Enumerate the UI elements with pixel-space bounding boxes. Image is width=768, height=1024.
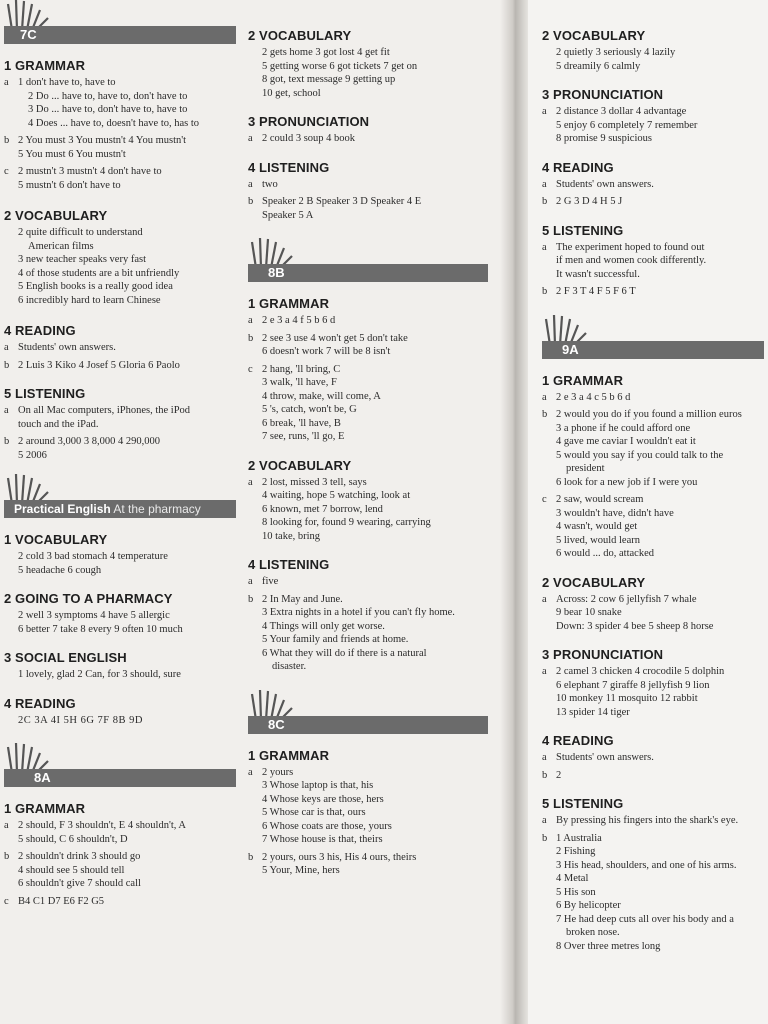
answer-line: 1 don't have to, have to — [18, 77, 116, 88]
grammar-heading: 1 GRAMMAR — [4, 801, 86, 816]
answer-line: 2 — [556, 769, 562, 781]
answer-line: 7 Whose house is that, theirs — [262, 834, 383, 845]
answer-line: 6 doesn't work 7 will be 8 isn't — [262, 346, 391, 357]
answer-line: B4 C1 D7 E6 F2 G5 — [18, 895, 105, 907]
answer-line: 2 saw, would scream — [556, 494, 644, 505]
answer-line: 2 camel 3 chicken 4 crocodile 5 dolphin — [556, 666, 725, 677]
answer-line: 2 hang, 'll bring, C — [262, 363, 341, 375]
answer-line: Speaker 2 B Speaker 3 D Speaker 4 E — [262, 196, 422, 207]
answer-line: 2 e 3 a 4 c 5 b 6 d — [556, 391, 631, 403]
unit-label: 8B — [248, 264, 488, 282]
grammar-heading: 1 GRAMMAR — [4, 58, 86, 73]
answer-line: Speaker 5 A — [262, 209, 314, 221]
answer-line: 2 yours — [262, 766, 294, 778]
answer-line: 10 monkey 11 mosquito 12 rabbit — [556, 693, 698, 704]
vocabulary-heading: 2 VOCABULARY — [542, 574, 646, 590]
answer-line: 4 Metal — [556, 873, 589, 884]
answer-line: 2 G 3 D 4 H 5 J — [556, 196, 623, 207]
answer-line: 6 better 7 take 8 every 9 often 10 much — [18, 623, 183, 635]
column-3: 2 VOCABULARY 2 quietly 3 seriously 4 lazily 5 dreamily 6 calmly 3 PRONUNCIATION a 2 distance 3 dollar 4 advantage 5 enjoy 6 completely 7 remember 8 promise 9 suspicious 4 READING a Students' own answers. b 2 G 3 D 4 H 5 J 5 LISTENING a The experiment hoped to found out if men and women cook differently. It wasn't successful. b 2 F 3 T 4 F 5 F 6 T 9A 1 GRAMMAR a 2 e 3 a 4 c 5 b 6 d b 2 would you do if you found a million euros 3 a phone if he could afford one 4 gave me caviar I wouldn't eat it 5 would you say if you could talk to the president 6 look for a new job if I were you c 2 saw, would scream 3 wouldn't have, didn't have 4 wasn't, would get 5 lived, would learn 6 would ... do, attacked 2 VOCABULARY a Across: 2 cow 6 jellyfish 7 whale 9 bear 10 snake Down: 3 spider 4 bee 5 sheep 8 horse 3 PRONUNCIATION a 2 camel 3 chicken 4 crocodile 5 dolphin 6 elephant 7 giraffe 8 jellyfish 9 lion 10 monkey 11 mosquito 12 rabbit 13 spider 14 tiger 4 READING a Students' own answers. b 2 5 LISTENING a By pressing his fingers into the shark's eye. b 1 Australia 2 Fishing 3 His head, shoulders, and one of his arms. 4 Metal 5 His son 6 By helicopter 7 He had deep cuts all over his body and a broken nose. 8 Over three metres long — [542, 0, 764, 953]
answer-line: 2 cold 3 bad stomach 4 temperature — [18, 551, 168, 562]
answer-line: 8 Over three metres long — [556, 940, 661, 952]
answer-line: 6 look for a new job if I were you — [556, 476, 698, 488]
answer-line: 4 wasn't, would get — [556, 521, 638, 532]
answer-line: 5 His son — [556, 886, 596, 898]
answer-line: 5 's, catch, won't be, G — [262, 404, 357, 415]
answer-line: On all Mac computers, iPhones, the iPod — [18, 405, 191, 416]
answer-line: 9 bear 10 snake — [556, 607, 622, 618]
answer-line: 6 known, met 7 borrow, lend — [262, 503, 383, 515]
answer-line: 3 a phone if he could afford one — [556, 422, 691, 434]
answer-line: 2 well 3 symptoms 4 have 5 allergic — [18, 610, 170, 621]
answer-line: Down: 3 spider 4 bee 5 sheep 8 horse — [556, 620, 714, 632]
answer-line: 6 Whose coats are those, yours — [262, 820, 392, 832]
column-1: 7C 1 GRAMMAR a 1 don't have to, have to 2 Do ... have to, have to, don't have to 3 Do ... have to, don't have to, have to 4 Does ... have to, doesn't have to, has to b 2 You must 3 You mustn't 4 You mustn't 5 You must 6 You mustn't c 2 mustn't 3 mustn't 4 don't have to 5 mustn't 6 don't have to 2 VOCABULARY 2 quite difficult to understand American films 3 new teacher speaks very fast 4 of those students are a bit unfriendly 5 English books is a really good idea 6 incredibly hard to learn Chinese 4 READING a Students' own answers. b 2 Luis 3 Kiko 4 Josef 5 Gloria 6 Paolo 5 LISTENING a On all Mac computers, iPhones, the iPod touch and the iPad. b 2 around 3,000 3 8,000 4 290,000 5 2006 Practical English At the pharmacy 1 VOCABULARY 2 cold 3 bad stomach 4 temperature 5 headache 6 cough 2 GOING TO A PHARMACY 2 well 3 symptoms 4 have 5 allergic 6 better 7 take 8 every 9 often 10 much 3 SOCIAL ENGLISH 1 lovely, glad 2 Can, for 3 should, sure 4 READING 2C 3A 4I 5H 6G 7F 8B 9D 8A 1 GRAMMAR a 2 should, F 3 shouldn't, E 4 shouldn't, A 5 should, C 6 shouldn't, D b 2 shouldn't drink 3 should go 4 should see 5 should tell 6 shouldn't give 7 should call c B4 C1 D7 E6 F2 G5 — [4, 0, 236, 908]
answer-line: 5 2006 — [18, 449, 47, 461]
unit-label: 8A — [4, 769, 236, 787]
answer-line: It wasn't successful. — [556, 268, 640, 280]
reading-heading: 4 READING — [4, 323, 76, 338]
pronunciation-heading: 3 PRONUNCIATION — [542, 87, 664, 102]
answer-line: 3 Extra nights in a hotel if you can't fly home. — [262, 607, 455, 618]
answer-line: 4 of those students are a bit unfriendly — [18, 267, 180, 279]
answer-line: 4 throw, make, will come, A — [262, 390, 381, 402]
answer-line: 8 promise 9 suspicious — [556, 133, 652, 144]
answer-line: 5 mustn't 6 don't have to — [18, 179, 121, 191]
listening-heading: 4 LISTENING — [248, 557, 330, 572]
vocabulary-heading: 2 VOCABULARY — [248, 457, 352, 473]
unit-7c-banner — [4, 0, 236, 48]
answer-line: 10 take, bring — [262, 530, 321, 542]
grammar-heading: 1 GRAMMAR — [248, 296, 330, 311]
answer-line: 2 could 3 soup 4 book — [262, 133, 356, 144]
answer-line: five — [262, 576, 279, 587]
answer-line: The experiment hoped to found out — [556, 241, 705, 253]
answer-line: 1 lovely, glad 2 Can, for 3 should, sure — [18, 669, 181, 680]
vocabulary-heading: 2 VOCABULARY — [4, 208, 108, 223]
book-gutter — [500, 0, 528, 1024]
answer-line: Across: 2 cow 6 jellyfish 7 whale — [556, 593, 697, 605]
answer-line: American films — [28, 240, 94, 252]
answer-line: 4 should see 5 should tell — [18, 864, 125, 876]
answer-line: disaster. — [272, 661, 307, 672]
answer-line: 5 getting worse 6 got tickets 7 get on — [262, 60, 418, 72]
answer-line: 2 shouldn't drink 3 should go — [18, 851, 141, 862]
answer-line: 3 Do ... have to, don't have to, have to — [28, 104, 188, 115]
answer-line: 6 incredibly hard to learn Chinese — [18, 294, 161, 306]
answer-line: president — [566, 463, 605, 474]
answer-line: touch and the iPad. — [18, 418, 99, 430]
practical-english-title: Practical English At the pharmacy — [4, 500, 236, 518]
listening-heading: 5 LISTENING — [542, 222, 624, 238]
answer-line: 2 In May and June. — [262, 593, 343, 605]
answer-line: 6 break, 'll have, B — [262, 417, 341, 429]
answer-line: 2 Fishing — [556, 846, 596, 857]
answer-line: 4 Things will only get worse. — [262, 620, 385, 632]
unit-8a-banner — [4, 743, 236, 791]
answer-line: 4 gave me caviar I wouldn't eat it — [556, 436, 696, 447]
answer-line: 2C 3A 4I 5H 6G 7F 8B 9D — [18, 714, 143, 726]
pe-pharmacy-heading: 2 GOING TO A PHARMACY — [4, 591, 173, 606]
answer-line: Students' own answers. — [556, 752, 654, 763]
answer-line: 5 would you say if you could talk to the — [556, 449, 724, 461]
answer-line: By pressing his fingers into the shark's eye. — [556, 815, 739, 826]
answer-line: 6 What they will do if there is a natural — [262, 647, 427, 659]
answer-line: 5 dreamily 6 calmly — [556, 60, 641, 72]
answer-line: 4 Whose keys are those, hers — [262, 793, 384, 805]
pe-reading-heading: 4 READING — [4, 695, 76, 711]
answer-line: 5 Whose car is that, ours — [262, 807, 366, 818]
answer-line: 5 Your family and friends at home. — [262, 634, 409, 645]
pe-vocabulary-heading: 1 VOCABULARY — [4, 532, 108, 547]
answer-line: 7 He had deep cuts all over his body and a — [556, 913, 734, 925]
answer-line: 2 see 3 use 4 won't get 5 don't take — [262, 332, 408, 344]
unit-label: 8C — [248, 716, 488, 734]
answer-line: 3 Whose laptop is that, his — [262, 780, 374, 791]
answer-line: 3 new teacher speaks very fast — [18, 254, 146, 265]
answer-line: 2 yours, ours 3 his, His 4 ours, theirs — [262, 851, 417, 863]
answer-line: 1 Australia — [556, 832, 602, 844]
answer-line: 8 looking for, found 9 wearing, carrying — [262, 517, 431, 528]
answer-line: 2 should, F 3 shouldn't, E 4 shouldn't, A — [18, 820, 187, 831]
answer-line: 10 get, school — [262, 87, 321, 99]
vocabulary-heading: 2 VOCABULARY — [248, 28, 352, 43]
answer-line: Students' own answers. — [556, 178, 654, 190]
answer-line: 6 would ... do, attacked — [556, 548, 654, 559]
answer-line: 2 quite difficult to understand — [18, 227, 143, 238]
answer-line: 2 around 3,000 3 8,000 4 290,000 — [18, 436, 161, 447]
answer-line: 6 shouldn't give 7 should call — [18, 878, 141, 889]
answer-line: 7 see, runs, 'll go, E — [262, 431, 345, 442]
answer-line: 2 would you do if you found a million euros — [556, 409, 742, 420]
pronunciation-heading: 3 PRONUNCIATION — [248, 114, 370, 129]
answer-line: two — [262, 178, 278, 190]
answer-line: 8 got, text message 9 getting up — [262, 74, 396, 85]
pe-social-english-heading: 3 SOCIAL ENGLISH — [4, 650, 127, 665]
unit-8b-banner — [248, 238, 488, 286]
pronunciation-heading: 3 PRONUNCIATION — [542, 647, 664, 662]
answer-line: 3 walk, 'll have, F — [262, 377, 337, 388]
grammar-heading: 1 GRAMMAR — [248, 747, 330, 763]
answer-line: 2 gets home 3 got lost 4 get fit — [262, 47, 390, 58]
unit-8c-banner — [248, 690, 488, 738]
practical-english-banner — [4, 476, 236, 522]
answer-line: 5 lived, would learn — [556, 534, 640, 546]
unit-label: 7C — [4, 26, 236, 44]
answer-line: broken nose. — [566, 927, 620, 938]
answer-line: 5 should, C 6 shouldn't, D — [18, 833, 128, 845]
answer-line: 2 quietly 3 seriously 4 lazily — [556, 47, 676, 58]
answer-line: Students' own answers. — [18, 342, 116, 353]
column-2: 2 VOCABULARY 2 gets home 3 got lost 4 get fit 5 getting worse 6 got tickets 7 get on 8 got, text message 9 getting up 10 get, school 3 PRONUNCIATION a 2 could 3 soup 4 book 4 LISTENING a two b Speaker 2 B Speaker 3 D Speaker 4 E Speaker 5 A 8B 1 GRAMMAR a 2 e 3 a 4 f 5 b 6 d b 2 see 3 use 4 won't get 5 don't take 6 doesn't work 7 will be 8 isn't c 2 hang, 'll bring, C 3 walk, 'll have, F 4 throw, make, will come, A 5 's, catch, won't be, G 6 break, 'll have, B 7 see, runs, 'll go, E 2 VOCABULARY a 2 lost, missed 3 tell, says 4 waiting, hope 5 watching, look at 6 known, met 7 borrow, lend 8 looking for, found 9 wearing, carrying 10 take, bring 4 LISTENING a five b 2 In May and June. 3 Extra nights in a hotel if you can't fly home. 4 Things will only get worse. 5 Your family and friends at home. 6 What they will do if there is a natural disaster. 8C 1 GRAMMAR a 2 yours 3 Whose laptop is that, his 4 Whose keys are those, hers 5 Whose car is that, ours 6 Whose coats are those, yours 7 Whose house is that, theirs b 2 yours, ours 3 his, His 4 ours, theirs 5 Your, Mine, hers — [248, 0, 488, 878]
answer-line: 2 mustn't 3 mustn't 4 don't have to — [18, 166, 162, 177]
answer-line: if men and women cook differently. — [556, 255, 707, 266]
listening-heading: 5 LISTENING — [4, 386, 86, 401]
answer-line: 3 wouldn't have, didn't have — [556, 507, 674, 519]
answer-line: 2 You must 3 You mustn't 4 You mustn't — [18, 135, 187, 146]
answer-line: 4 Does ... have to, doesn't have to, has to — [28, 117, 200, 129]
answer-line: 2 Do ... have to, have to, don't have to — [28, 90, 188, 102]
answer-line: 5 enjoy 6 completely 7 remember — [556, 119, 698, 131]
grammar-heading: 1 GRAMMAR — [542, 372, 624, 388]
answer-line: 5 headache 6 cough — [18, 564, 102, 576]
listening-heading: 4 LISTENING — [248, 159, 330, 175]
answer-line: 6 By helicopter — [556, 900, 621, 911]
answer-line: 6 elephant 7 giraffe 8 jellyfish 9 lion — [556, 679, 710, 691]
vocabulary-heading: 2 VOCABULARY — [542, 28, 646, 43]
listening-heading: 5 LISTENING — [542, 796, 624, 811]
answer-line: 4 waiting, hope 5 watching, look at — [262, 490, 411, 501]
answer-line: 2 e 3 a 4 f 5 b 6 d — [262, 315, 336, 326]
answer-line: 13 spider 14 tiger — [556, 706, 630, 718]
answer-line: 2 distance 3 dollar 4 advantage — [556, 106, 687, 117]
answer-line: 2 lost, missed 3 tell, says — [262, 476, 367, 488]
answer-line: 5 Your, Mine, hers — [262, 865, 340, 876]
unit-9a-banner — [542, 315, 764, 363]
answer-line: 5 You must 6 You mustn't — [18, 148, 126, 160]
reading-heading: 4 READING — [542, 733, 614, 748]
answer-line: 5 English books is a really good idea — [18, 281, 173, 292]
unit-label: 9A — [542, 341, 764, 359]
answer-line: 3 His head, shoulders, and one of his arms. — [556, 859, 737, 871]
answer-line: 2 Luis 3 Kiko 4 Josef 5 Gloria 6 Paolo — [18, 359, 180, 371]
reading-heading: 4 READING — [542, 159, 614, 175]
answer-line: 2 F 3 T 4 F 5 F 6 T — [556, 286, 636, 297]
